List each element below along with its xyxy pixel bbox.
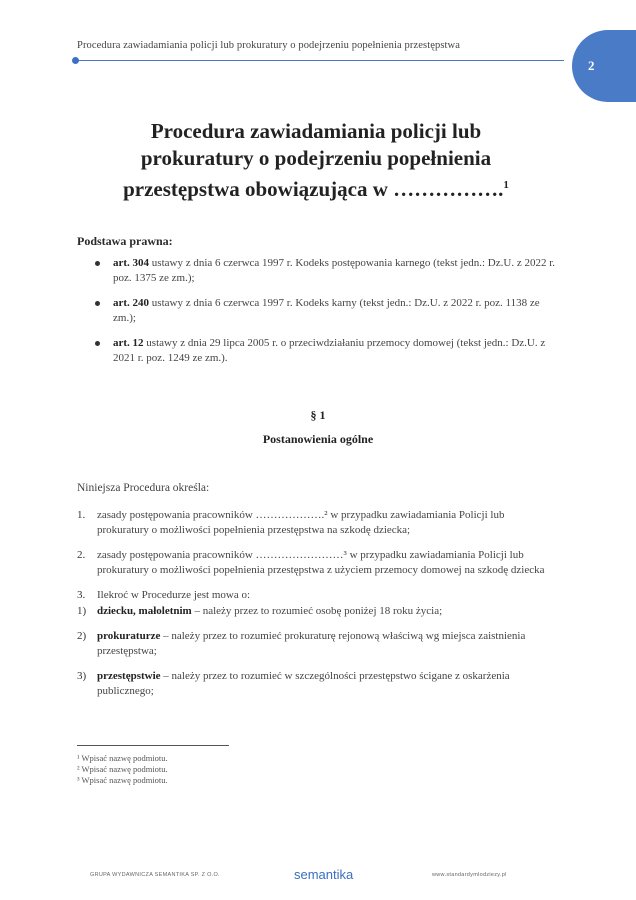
item-text: zasady postępowania pracowników ……………………³ w przypadku zawiadamiania Policji lub prokuratury o możliwości popełnienia przestępstwa z użyciem przemocy domowej na szkodę dziecka [97,549,545,576]
definition-term: prokuraturze [97,630,161,642]
item-text: Ilekroć w Procedurze jest mowa o: [97,589,251,601]
page-number-tab [572,30,636,102]
legal-basis-text: ustawy z dnia 6 czerwca 1997 r. Kodeks postępowania karnego (tekst jedn.: Dz.U. z 2022 r. poz. 1375 ze zm.); [113,257,556,284]
definition-text: – należy przez to rozumieć osobę poniżej 18 roku życia; [191,605,443,617]
definition-text: – należy przez to rozumieć prokuraturę rejonową właściwą wg miejsca zaistnienia przestępstwa; [97,630,526,657]
scope-item [77,588,547,603]
footnote: ¹ Wpisać nazwę podmiotu. [77,753,168,763]
definition-term: dziecku, małoletnim [97,605,192,617]
article-ref: art. 240 [113,297,150,309]
document-title [100,118,532,203]
header-dot [72,57,79,64]
definition-text: – należy przez to rozumieć w szczególności przestępstwo ścigane z oskarżenia publicznego; [97,670,510,697]
definition-item [77,669,547,699]
item-number: 1) [77,605,87,617]
footnote: ³ Wpisać nazwę podmiotu. [77,775,168,785]
legal-basis-heading: Podstawa prawna: [77,234,173,248]
scope-item [77,508,547,538]
section-title: Postanowienia ogólne [262,432,374,446]
definitions-list [77,604,547,709]
legal-basis-item [77,256,557,286]
article-ref: art. 304 [113,257,150,269]
bullet-dot [95,341,100,346]
legal-basis-text: ustawy z dnia 6 czerwca 1997 r. Kodeks karny (tekst jedn.: Dz.U. z 2022 r. poz. 1138 ze zm.); [113,297,540,324]
footnotes [77,753,168,786]
section-sign: § 1 [310,408,326,422]
definition-item [77,629,547,659]
item-number: 1. [77,509,86,521]
bullet-dot [95,261,100,266]
legal-basis-item [77,296,557,326]
title-footnote-ref: 1 [503,179,509,191]
footnote: ² Wpisać nazwę podmiotu. [77,764,168,774]
footer-website: www.standardymlodziezy.pl [432,872,507,878]
item-text: zasady postępowania pracowników ……………….² w przypadku zawiadamiania Policji lub prokuratury o możliwości popełnienia przestępstwa na szkodę dziecka; [97,509,505,536]
scope-list [77,508,547,613]
header-rule [76,60,564,61]
running-header: Procedura zawiadamiania policji lub prokuratury o podejrzeniu popełnienia przestępstwa [77,40,460,51]
footnote-separator [77,745,229,746]
title-text: Procedura zawiadamiania policji lub prokuratury o podejrzeniu popełnienia przestępstwa obowiązująca w ……………. [123,119,504,201]
article-ref: art. 12 [113,337,144,349]
legal-basis-text: ustawy z dnia 29 lipca 2005 r. o przeciwdziałaniu przemocy domowej (tekst jedn.: Dz.U. z 2021 r. poz. 1249 ze zm.). [113,337,546,364]
legal-basis-item [77,336,557,366]
item-number: 3) [77,670,87,682]
definition-item [77,604,547,619]
item-number: 2) [77,630,87,642]
page-number: 2 [588,58,595,73]
item-number: 3. [77,589,86,601]
bullet-dot [95,301,100,306]
intro-text: Niniejsza Procedura określa: [77,482,210,494]
definition-term: przestępstwie [97,670,161,682]
footer-publisher: GRUPA WYDAWNICZA SEMANTIKA SP. Z O.O. [90,872,220,878]
scope-item [77,548,547,578]
footer-logo: semantika [294,867,354,882]
item-number: 2. [77,549,86,561]
legal-basis-list [77,256,557,376]
